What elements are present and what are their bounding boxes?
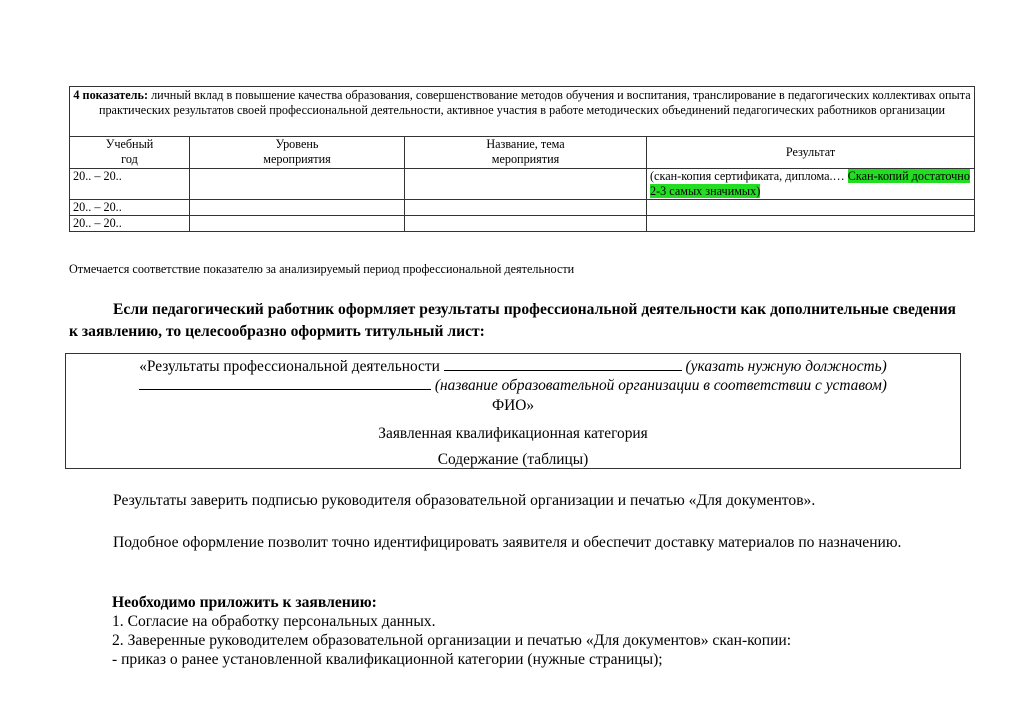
- attachments-heading: Необходимо приложить к заявлению:: [112, 594, 377, 611]
- event-cell: [405, 169, 647, 200]
- organization-hint: (название образовательной организации в соответствии с уставом): [431, 377, 887, 394]
- year-cell: 20.. – 20..: [70, 169, 190, 200]
- organization-blank: [139, 388, 431, 390]
- title-line-2: [66, 377, 960, 395]
- category-line: Заявленная квалификационная категория: [378, 425, 648, 442]
- list-item: 1. Согласие на обработку персональных данных.: [112, 613, 436, 630]
- table-row: [70, 169, 975, 200]
- column-header-event: [405, 137, 647, 169]
- instruction-paragraph: Если педагогический работник оформляет результаты профессиональной деятельности как дополнительные сведения к заявлению, то целесообразно оформить титульный лист:: [69, 301, 956, 340]
- indicator-header: [70, 87, 975, 137]
- fio-line: ФИО»: [491, 397, 535, 414]
- result-highlight: Скан-копий достаточно 2-3 самых значимых): [650, 169, 970, 198]
- level-cell: [190, 200, 405, 216]
- indicator-number: 4 показатель:: [73, 88, 149, 102]
- level-cell: [190, 216, 405, 232]
- table-row: [70, 200, 975, 216]
- column-header-year: [70, 137, 190, 169]
- year-cell: 20.. – 20..: [70, 216, 190, 232]
- attachments-list: [112, 593, 791, 669]
- certify-paragraph: Результаты заверить подписью руководителя образовательной организации и печатью «Для документов».: [113, 492, 816, 509]
- column-header-year-line2: год: [121, 152, 138, 166]
- event-cell: [405, 216, 647, 232]
- column-header-event-line1: Название, тема: [486, 137, 565, 151]
- level-cell: [190, 169, 405, 200]
- column-header-level: [190, 137, 405, 169]
- column-header-event-line2: мероприятия: [491, 152, 560, 166]
- indicator-table: [69, 86, 975, 232]
- title-line-1: [66, 358, 960, 376]
- result-cell: [647, 200, 975, 216]
- column-header-level-line1: Уровень: [275, 137, 319, 151]
- table-row: [70, 216, 975, 232]
- column-header-level-line2: мероприятия: [263, 152, 331, 166]
- indicator-description: личный вклад в повышение качества образования, совершенствование методов обучения и воспитания, транслирование в педагогических коллективах опыта практических результатов своей профессиональной деятельности, активное участия в работе методических объединений педагогических работников организации: [98, 88, 971, 117]
- event-cell: [405, 200, 647, 216]
- year-cell: 20.. – 20..: [70, 200, 190, 216]
- list-item: 2. Заверенные руководителем образовательной организации и печатью «Для документов» скан-копии:: [112, 632, 792, 649]
- result-cell: [647, 216, 975, 232]
- list-item: - приказ о ранее установленной квалификационной категории (нужные страницы);: [112, 651, 663, 668]
- title-results-label: «Результаты профессиональной деятельности: [139, 358, 444, 375]
- title-page-box: [65, 353, 961, 469]
- contents-line: Содержание (таблицы): [437, 451, 589, 468]
- column-header-result: Результат: [647, 137, 975, 169]
- column-header-year-line1: Учебный: [105, 137, 154, 151]
- position-blank: [444, 369, 682, 371]
- result-note: (скан-копия сертификата, диплома.…: [650, 169, 848, 183]
- position-hint: (указать нужную должность): [681, 358, 887, 375]
- identification-paragraph: Подобное оформление позволит точно идентифицировать заявителя и обеспечит доставку материалов по назначению.: [113, 534, 902, 551]
- compliance-note: Отмечается соответствие показателю за анализируемый период профессиональной деятельности: [69, 262, 575, 276]
- result-cell: [647, 169, 975, 200]
